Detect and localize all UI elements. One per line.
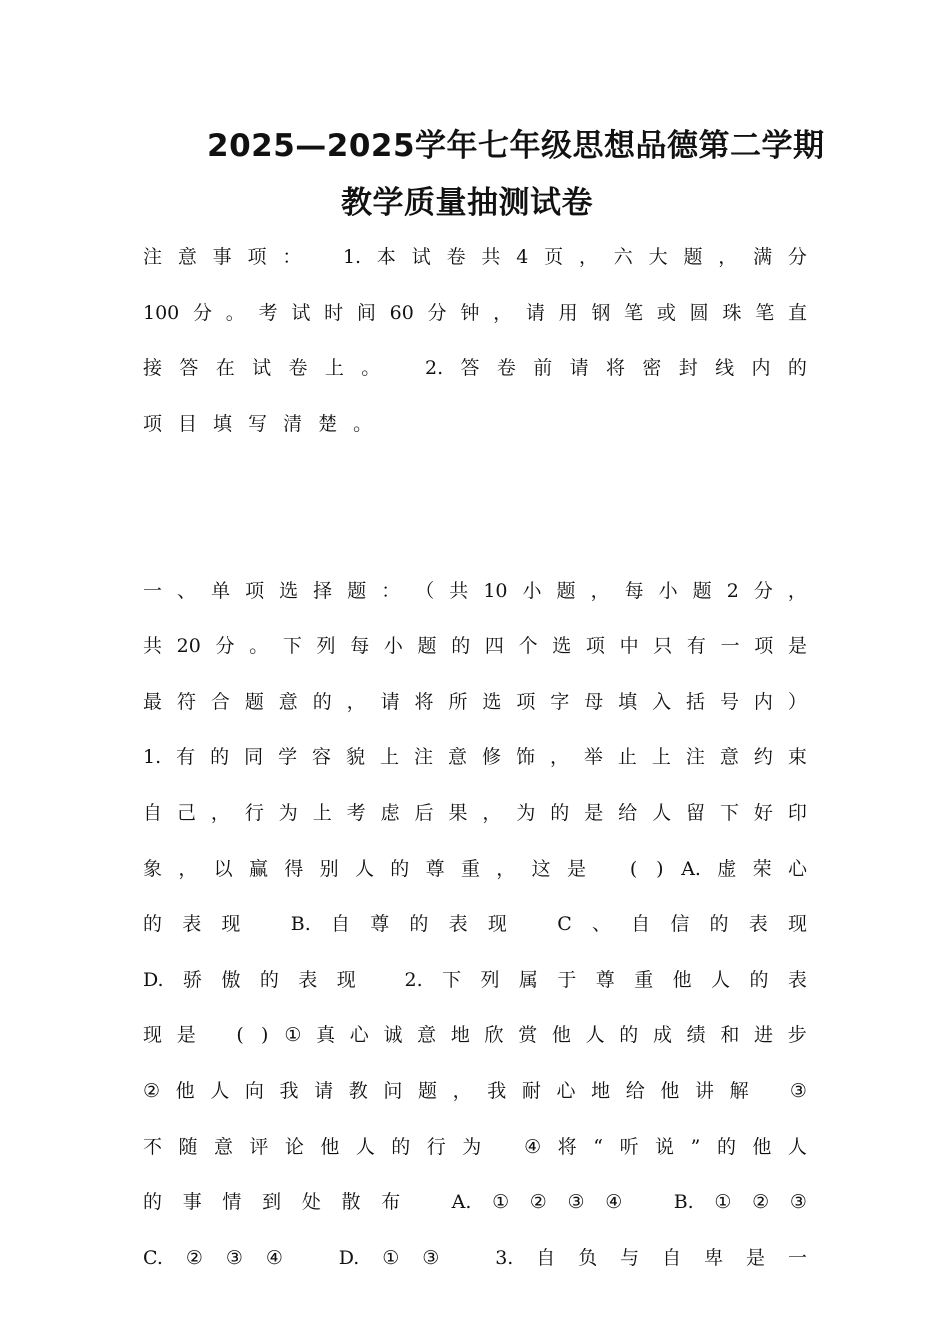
body-line: 最 符 合 题 意 的 ， 请 将 所 选 项 字 母 填 入 括 号 内 ） — [143, 690, 807, 713]
document-title-line-1: 2025—2025学年七年级思想品德第二学期 — [207, 128, 825, 164]
document-title-line-2: 教学质量抽测试卷 — [341, 185, 593, 221]
body-line: D. 骄 傲 的 表 现 2. 下 列 属 于 尊 重 他 人 的 表 — [143, 968, 807, 991]
body-line: ② 他 人 向 我 请 教 问 题 ， 我 耐 心 地 给 他 讲 解 ③ — [143, 1080, 807, 1102]
body-line: 的 事 情 到 处 散 布 A. ① ② ③ ④ B. ① ② ③ — [143, 1191, 807, 1214]
body-line: 共 20 分 。 下 列 每 小 题 的 四 个 选 项 中 只 有 一 项 是 — [143, 635, 807, 658]
body-line: 一 、 单 项 选 择 题 ： （ 共 10 小 题 ， 每 小 题 2 分 ， — [143, 579, 807, 602]
body-line: 不 随 意 评 论 他 人 的 行 为 ④ 将 “ 听 说 ” 的 他 人 — [143, 1135, 807, 1158]
body-line: 现 是 ( ) ① 真 心 诚 意 地 欣 赏 他 人 的 成 绩 和 进 步 — [143, 1024, 807, 1047]
body-line: 1. 有 的 同 学 容 貌 上 注 意 修 饰 ， 举 止 上 注 意 约 束 — [143, 746, 807, 769]
body-line: 接 答 在 试 卷 上 。 2. 答 卷 前 请 将 密 封 线 内 的 — [143, 357, 807, 380]
body-line: 自 己 ， 行 为 上 考 虑 后 果 ， 为 的 是 给 人 留 下 好 印 — [143, 802, 807, 824]
body-line: 的 表 现 B. 自 尊 的 表 现 C 、 自 信 的 表 现 — [143, 913, 807, 936]
body-line: 100 分 。 考 试 时 间 60 分 钟 ， 请 用 钢 笔 或 圆 珠 笔 直 — [143, 301, 807, 324]
body-line: 注 意 事 项 ： 1. 本 试 卷 共 4 页 ， 六 大 题 ， 满 分 — [143, 246, 807, 268]
body-line: C. ② ③ ④ D. ① ③ 3. 自 负 与 自 卑 是 一 — [143, 1246, 807, 1269]
body-line: 项 目 填 写 清 楚 。 — [143, 412, 373, 435]
body-line: 象 ， 以 赢 得 别 人 的 尊 重 ， 这 是 ( ) A. 虚 荣 心 — [143, 857, 807, 880]
